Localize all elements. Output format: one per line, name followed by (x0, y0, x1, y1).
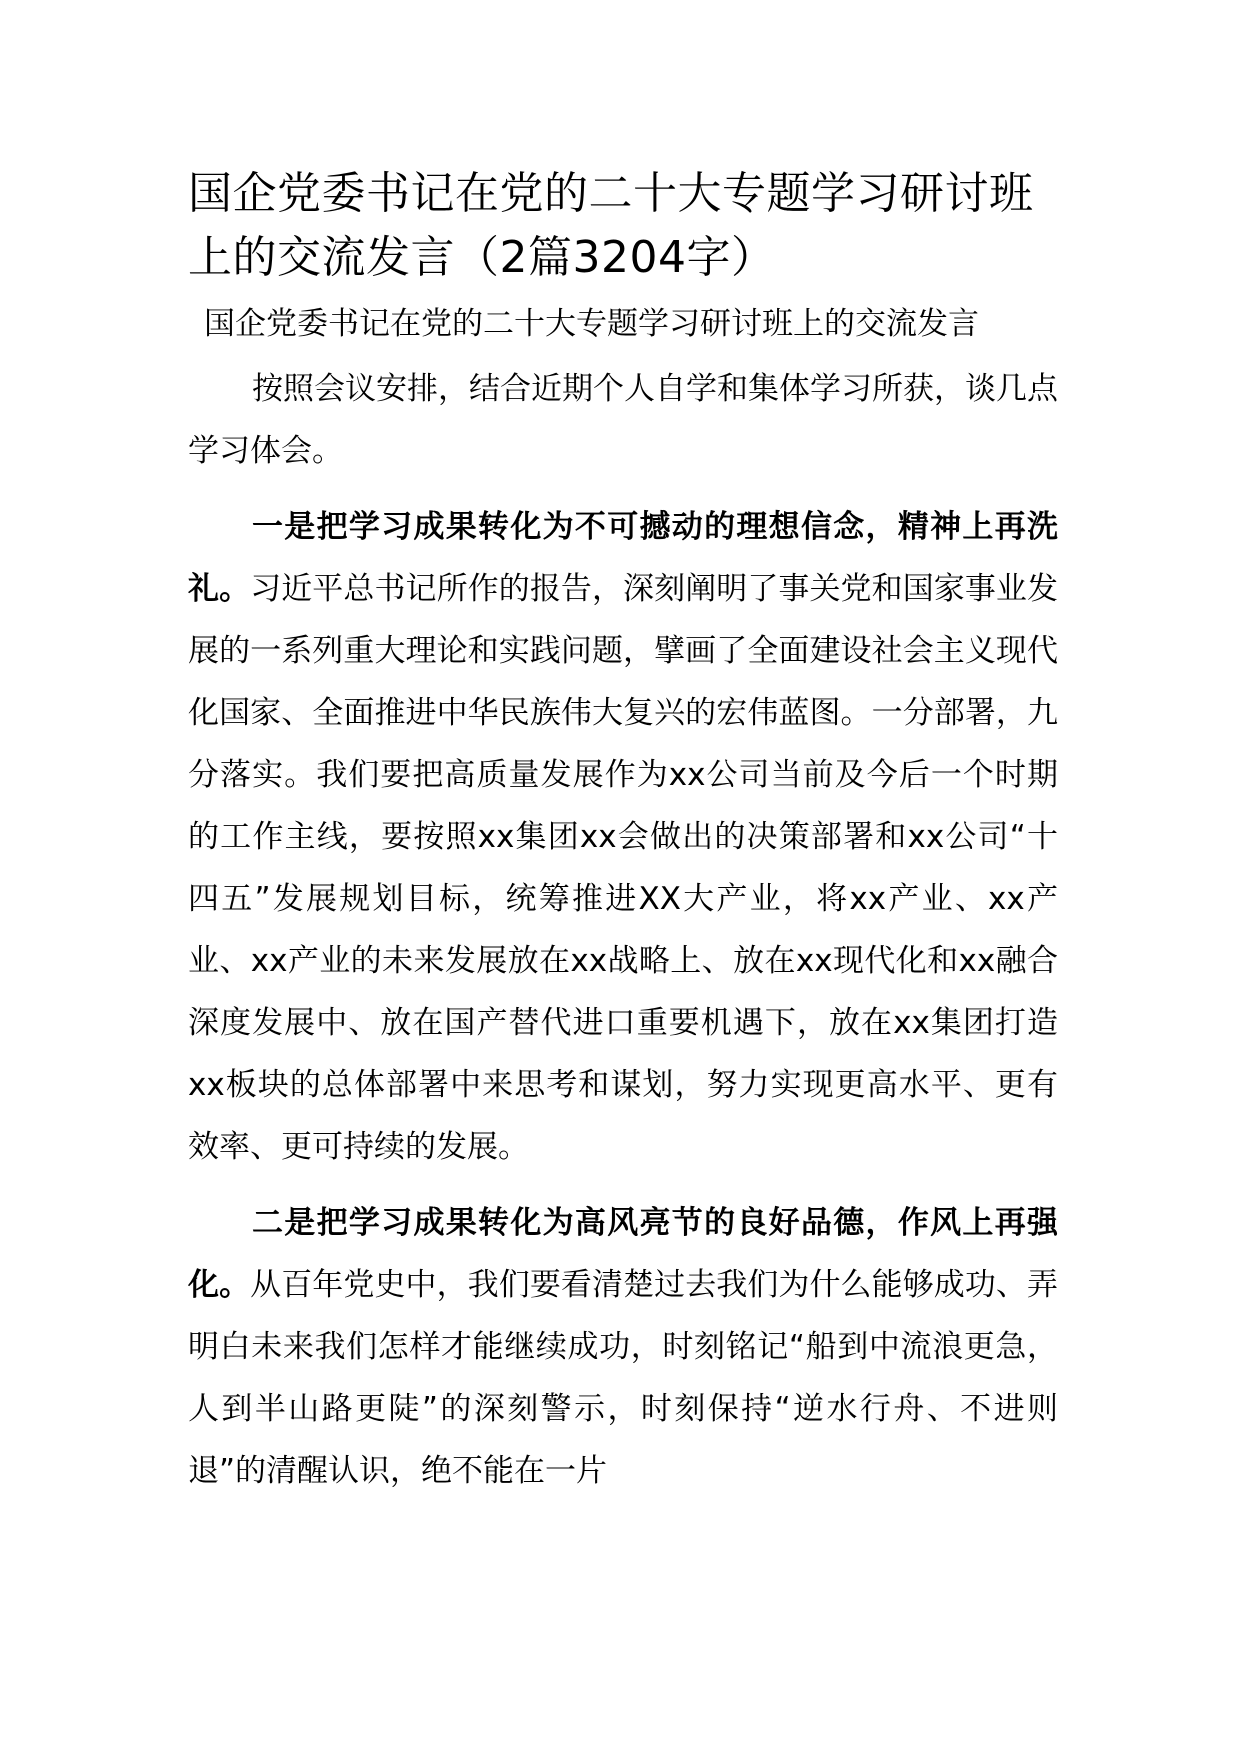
paragraph-point-one-lead: 一是把学习成果转化为不可撼动的理想信念，精神上再洗礼。 (188, 509, 1058, 607)
paragraph-point-two-lead: 二是把学习成果转化为高风亮节的良好品德，作风上再强化。 (188, 1205, 1058, 1303)
paragraph-point-one (188, 496, 1058, 1178)
paragraph-point-one-text: 习近平总书记所作的报告，深刻阐明了事关党和国家事业发展的一系列重大理论和实践问题，擘画了全面建设社会主义现代化国家、全面推进中华民族伟大复兴的宏伟蓝图。一分部署，九分落实。我们要把高质量发展作为xx公司当前及今后一个时期的工作主线，要按照xx集团xx会做出的决策部署和xx公司“十四五”发展规划目标，统筹推进XX大产业，将xx产业、xx产业、xx产业的未来发展放在xx战略上、放在xx现代化和xx融合深度发展中、放在国产替代进口重要机遇下，放在xx集团打造xx板块的总体部署中来思考和谋划，努力实现更高水平、更有效率、更可持续的发展。 (188, 571, 1059, 1165)
document-title: 国企党委书记在党的二十大专题学习研讨班上的交流发言（2篇3204字） (188, 168, 1034, 283)
document-page (188, 162, 1058, 1502)
paragraph-intro-text: 按照会议安排，结合近期个人自学和集体学习所获，谈几点学习体会。 (188, 371, 1058, 469)
paragraph-intro (188, 358, 1058, 482)
paragraph-point-two (188, 1192, 1058, 1502)
paragraph-point-two-text: 从百年党史中，我们要看清楚过去我们为什么能够成功、弄明白未来我们怎样才能继续成功，时刻铭记“船到中流浪更急，人到半山路更陡”的深刻警示，时刻保持“逆水行舟、不进则退”的清醒认识，绝不能在一片 (188, 1267, 1059, 1489)
document-subtitle: 国企党委书记在党的二十大专题学习研讨班上的交流发言 (204, 306, 979, 342)
